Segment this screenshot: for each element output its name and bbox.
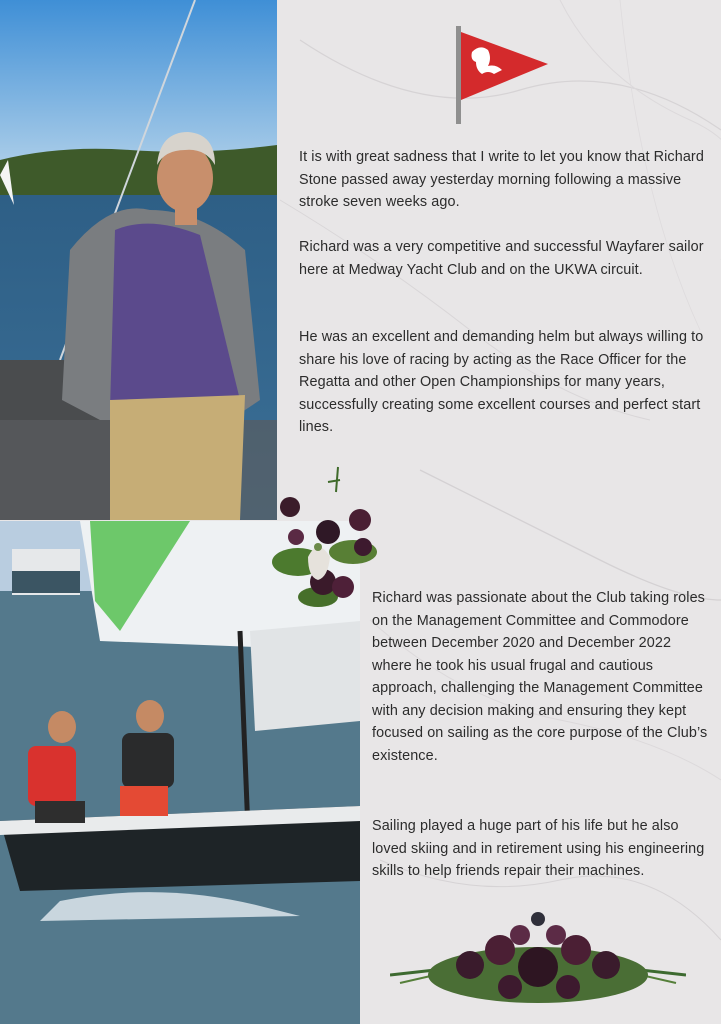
club-burgee-icon (452, 24, 552, 126)
article-paragraph-5: Sailing played a huge part of his life but he also loved skiing and in retirement using his engineering skills to help friends repair their machines. (372, 818, 705, 879)
floral-garland-icon (390, 905, 686, 1015)
article-paragraph-1: It is with great sadness that I write to let you know that Richard Stone passed away yesterday morning following a massive stroke seven weeks ago. (299, 149, 704, 210)
floral-bouquet-icon (268, 462, 384, 612)
article-paragraph-3: He was an excellent and demanding helm but always willing to share his love of racing by acting as the Race Officer for the Regatta and other Open Championships for many years, successfully creating some excellent courses and perfect start lines. (299, 329, 704, 435)
article-paragraph-2: Richard was a very competitive and successful Wayfarer sailor here at Medway Yacht Club and on the UKWA circuit. (299, 239, 704, 278)
portrait-photo (0, 0, 277, 520)
article-paragraph-4: Richard was passionate about the Club taking roles on the Management Committee and Commodore between December 2020 and December 2022 where he took his usual frugal and cautious approach, challenging the Management Committee with any decision making and ensuring they kept focused on sailing as the core purpose of the Club’s existence. (372, 590, 708, 764)
